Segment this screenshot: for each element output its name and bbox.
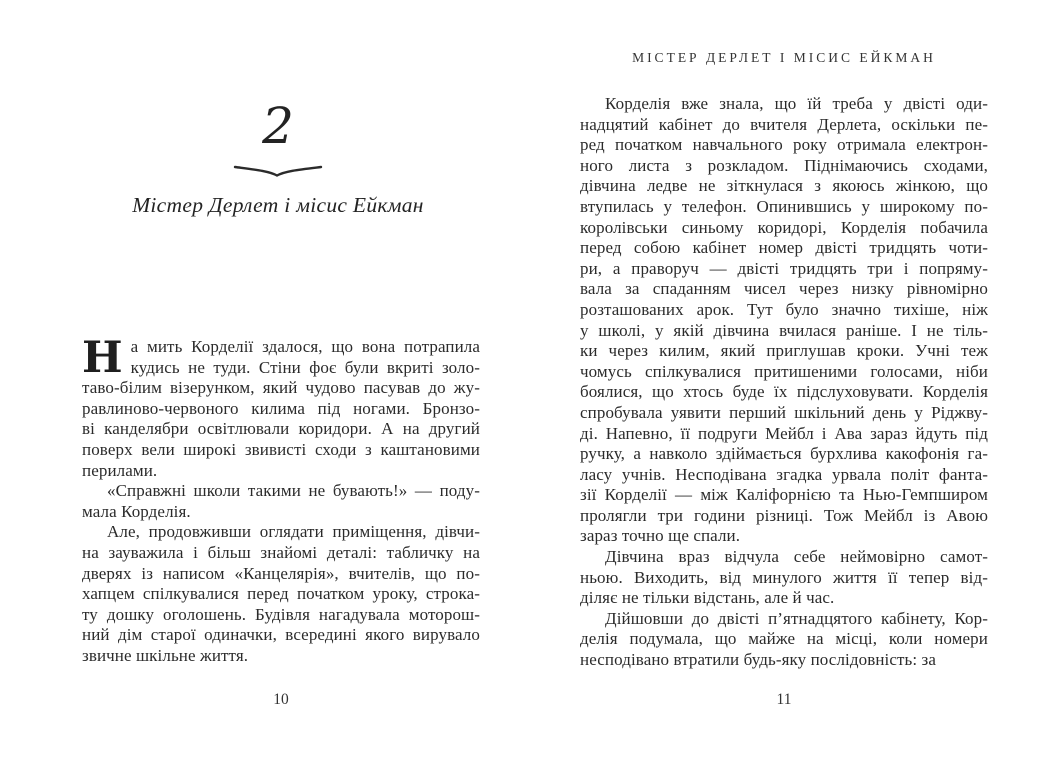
curved-swash-divider-icon bbox=[232, 161, 324, 179]
text-line: ласу учнів. Несподівана згадка урвала політ фанта- bbox=[580, 464, 988, 484]
text-line: розташованих арок. Тут було значно тихіше, ніж bbox=[580, 299, 988, 319]
text-line: Але, продовживши оглядати приміщення, дівчи- bbox=[107, 522, 480, 542]
running-header: МІСТЕР ДЕРЛЕТ І МІСИС ЕЙКМАН bbox=[632, 50, 936, 65]
text-line: звичне шкільне життя. bbox=[82, 645, 249, 665]
text-line: ний дім старої одиначки, всередині якого вирувало bbox=[82, 625, 480, 645]
text-line: ред початком навчального року отримала електрон- bbox=[580, 135, 988, 155]
text-line: ві канделябри освітлювали коридори. А на другий bbox=[82, 419, 480, 439]
text-line: Дійшовши до двісті п’ятнадцятого кабінету, Кор- bbox=[605, 608, 988, 628]
drop-cap: Н bbox=[82, 333, 123, 383]
text-line: перилами. bbox=[82, 460, 158, 480]
left-page-text bbox=[82, 333, 480, 667]
chapter-title: Містер Дерлет і місис Ейкман bbox=[132, 192, 424, 217]
text-line: а мить Корделії здалося, що вона потрапила bbox=[130, 337, 480, 356]
text-line: зараз точно ще спали. bbox=[580, 526, 741, 546]
text-line: перед собою кабінет номер двісті тридцять чоти- bbox=[580, 238, 988, 258]
text-line: вала за спаданням чисел через низку рівномірно bbox=[580, 279, 988, 299]
text-line: дверях із написом «Канцелярія», вчителів, що по- bbox=[82, 563, 480, 583]
text-line: ки через килим, який приглушав кроки. Учні теж bbox=[580, 341, 988, 361]
text-line: таво-білим візерунком, який чудово пасував до жу- bbox=[82, 378, 480, 398]
text-line: равлиново-червоного килима під ногами. Бронзо- bbox=[82, 398, 480, 418]
text-line: ного листа з розкладом. Піднімаючись сходами, bbox=[580, 155, 988, 175]
text-line: ручку, а навколо здіймається бурхлива какофонія га- bbox=[580, 444, 988, 464]
text-line: зії Корделії — між Каліфорнією та Нью-Гемпширом bbox=[580, 485, 988, 505]
text-line: дівчина ледве не зіткнулася з якоюсь жінкою, що bbox=[580, 176, 988, 196]
paragraph bbox=[82, 481, 480, 522]
text-line: «Справжні школи такими не бувають!» — поду- bbox=[107, 481, 480, 501]
text-line: діляє не тільки відстань, але й час. bbox=[580, 588, 835, 608]
text-line: мала Корделія. bbox=[82, 501, 191, 521]
text-line: на зауважила і більш знайомі деталі: табличку на bbox=[82, 542, 480, 562]
paragraph bbox=[580, 609, 988, 671]
right-page-text bbox=[580, 94, 988, 671]
paragraph bbox=[580, 547, 988, 609]
paragraph bbox=[580, 94, 988, 547]
text-line: ньою. Виходить, від минулого життя її тепер від- bbox=[580, 567, 988, 587]
text-line: поверх вели широкі звивисті сходи з каштановими bbox=[82, 439, 480, 459]
text-line: королівськи синьому коридорі, Корделія побачила bbox=[580, 217, 988, 237]
right-page-number: 11 bbox=[776, 691, 792, 708]
text-line: делія подумала, що майже на місці, коли номери bbox=[580, 629, 988, 649]
text-line: боялися, що хтось буде їх підслуховувати. Корделія bbox=[580, 382, 988, 402]
paragraph bbox=[82, 522, 480, 666]
text-line: у школі, у якій дівчина вчилася раніше. І не тіль- bbox=[580, 320, 988, 340]
text-line: несподівано втратили будь-яку послідовність: за bbox=[580, 650, 937, 670]
text-line: надцятий кабінет до вчителя Дерлета, оскільки пе- bbox=[580, 114, 988, 134]
text-line: ді. Напевно, її подруги Мейбл і Ава зараз йдуть під bbox=[580, 423, 988, 443]
text-line: Корделія вже знала, що їй треба у двісті оди- bbox=[605, 94, 988, 113]
text-line: кудись не туди. Стіни фоє були вкриті золо- bbox=[130, 357, 480, 377]
text-line: ри, а праворуч — двісті тридцять три і попряму- bbox=[580, 258, 988, 278]
text-line: хапцем спілкувалися перед початком уроку, строка- bbox=[82, 584, 480, 604]
text-line: спробувала уявити перший шкільний день у Ріджву- bbox=[580, 402, 988, 422]
text-line: Дівчина враз відчула себе неймовірно самот- bbox=[605, 547, 988, 567]
text-line: втупилась у телефон. Опинившись у широкому по- bbox=[580, 196, 988, 216]
chapter-number: 2 bbox=[262, 97, 294, 155]
text-line: пролягли три години різниці. Тож Мейбл із Авою bbox=[580, 505, 988, 525]
paragraph bbox=[82, 333, 480, 481]
chapter-heading bbox=[78, 97, 478, 218]
text-line: чомусь спілкувалися притишеними голосами, ніби bbox=[580, 361, 988, 381]
text-line: ту дошку оголошень. Будівля нагадувала моторош- bbox=[82, 604, 480, 624]
left-page-number: 10 bbox=[273, 691, 289, 708]
right-page bbox=[525, 0, 1050, 760]
